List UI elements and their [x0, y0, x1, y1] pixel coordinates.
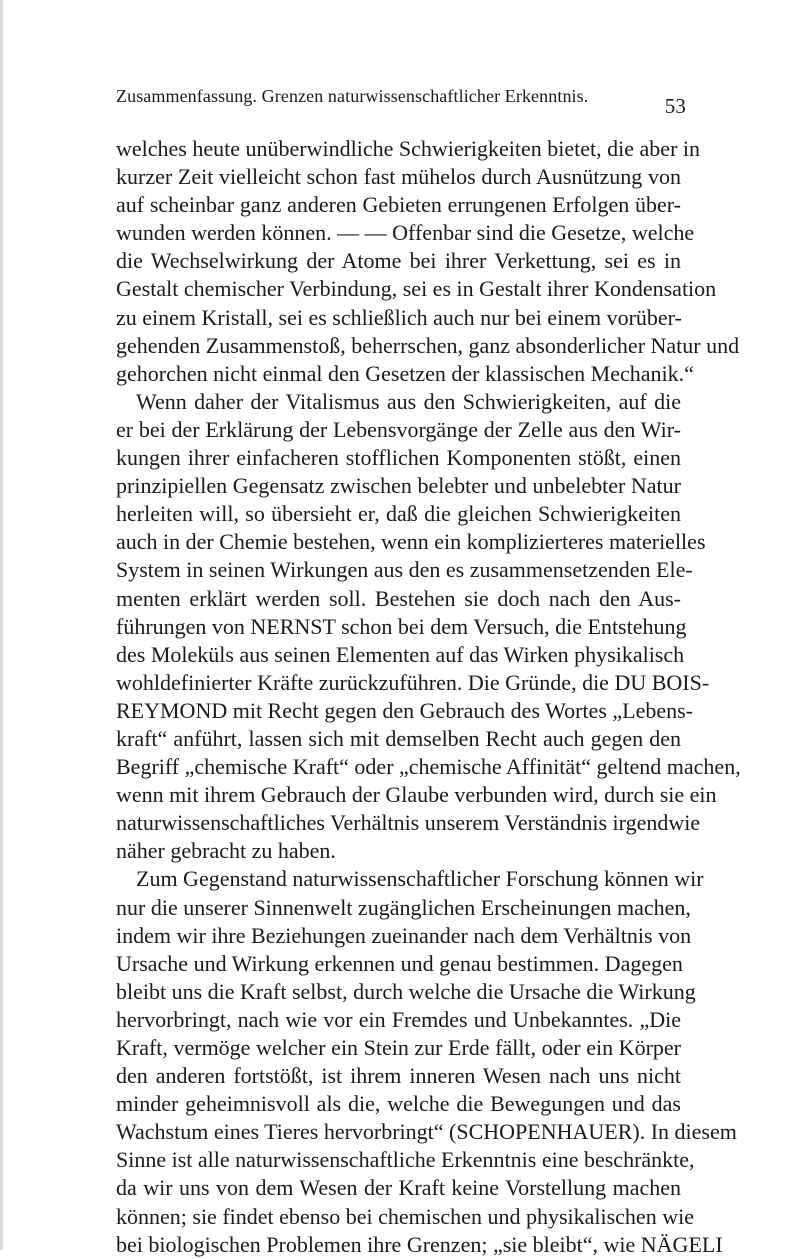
page-number: 53	[664, 94, 686, 118]
text-line: Kraft, vermöge welcher ein Stein zur Erde fällt, oder ein Körper	[116, 1035, 681, 1060]
text-line: bei biologischen Problemen ihre Grenzen; „sie bleibt“, wie NÄGELI	[116, 1231, 723, 1257]
text-line: indem wir ihre Beziehungen zueinander nach dem Verhältnis von	[116, 922, 692, 948]
text-line: wenn mit ihrem Gebrauch der Glaube verbunden wird, durch sie ein	[116, 782, 717, 808]
text-line: kraft“ anführt, lassen sich mit demselben Recht auch gegen den	[116, 725, 681, 751]
text-line: da wir uns von dem Wesen der Kraft keine Vorstellung machen	[116, 1175, 681, 1201]
text-line: Zum Gegenstand naturwissenschaftlicher Forschung können wir	[136, 866, 704, 892]
text-line: prinzipiellen Gegensatz zwischen belebter und unbelebter Natur	[116, 473, 681, 499]
text-line: des Moleküls aus seinen Elementen auf das Wirken physikalisch	[116, 641, 685, 667]
text-line: menten erklärt werden soll. Bestehen sie doch nach den Aus-	[116, 585, 681, 611]
page-edge-shadow	[0, 0, 3, 1250]
text-line: System in seinen Wirkungen aus den es zusammensetzenden Ele-	[116, 557, 693, 583]
text-line: auf scheinbar ganz anderen Gebieten errungenen Erfolgen über-	[116, 192, 681, 218]
text-line: Begriff „chemische Kraft“ oder „chemische Affinität“ geltend machen,	[116, 754, 741, 780]
running-head-title: Zusammenfassung. Grenzen naturwissenschaftlicher Erkenntnis.	[116, 86, 589, 106]
text-line: können; sie findet ebenso bei chemischen und physikalischen wie	[116, 1203, 694, 1229]
text-line: wunden werden können. — — Offenbar sind die Gesetze, welche	[116, 220, 695, 246]
text-line: bleibt uns die Kraft selbst, durch welche die Ursache die Wirkung	[116, 978, 696, 1004]
text-line: er bei der Erklärung der Lebensvorgänge der Zelle aus den Wir-	[116, 416, 681, 442]
text-line: Gestalt chemischer Verbindung, sei es in Gestalt ihrer Kondensation	[116, 276, 717, 302]
text-line: welches heute unüberwindliche Schwierigkeiten bietet, die aber in	[116, 136, 701, 161]
text-line: Wachstum eines Tieres hervorbringt“ (SCHOPENHAUER). In diesem	[116, 1119, 737, 1145]
text-line: REYMOND mit Recht gegen den Gebrauch des Wortes „Lebens-	[116, 697, 693, 723]
text-line: näher gebracht zu haben.	[116, 838, 336, 864]
text-line: nur die unserer Sinnenwelt zugänglichen Erscheinungen machen,	[116, 894, 691, 920]
text-line: Wenn daher der Vitalismus aus den Schwierigkeiten, auf die	[136, 388, 681, 414]
text-line: kurzer Zeit vielleicht schon fast mühelos durch Ausnützung von	[116, 164, 681, 190]
text-line: hervorbringt, nach wie vor ein Fremdes und Unbekanntes. „Die	[116, 1006, 681, 1032]
text-line: gehenden Zusammenstoß, beherrschen, ganz absonderlicher Natur und	[116, 332, 740, 358]
text-line: auch in der Chemie bestehen, wenn ein komplizierteres materielles	[116, 529, 706, 555]
text-line: naturwissenschaftliches Verhältnis unserem Verständnis irgendwie	[116, 810, 701, 836]
text-line: kungen ihrer einfacheren stofflichen Komponenten stößt, einen	[116, 445, 681, 471]
text-line: wohldefinierter Kräfte zurückzuführen. Die Gründe, die DU BOIS-	[116, 669, 710, 695]
text-line: minder geheimnisvoll als die, welche die Bewegungen und das	[116, 1091, 681, 1117]
text-line: gehorchen nicht einmal den Gesetzen der klassischen Mechanik.“	[116, 360, 694, 386]
running-head	[116, 86, 686, 118]
body-text	[116, 135, 741, 1259]
text-line: Ursache und Wirkung erkennen und genau bestimmen. Dagegen	[116, 950, 683, 976]
text-line: führungen von NERNST schon bei dem Versuch, die Entstehung	[116, 613, 687, 639]
text-line: die Wechselwirkung der Atome bei ihrer Verkettung, sei es in	[116, 248, 681, 274]
text-line: herleiten will, so übersieht er, daß die gleichen Schwierigkeiten	[116, 501, 681, 527]
text-line: den anderen fortstößt, ist ihrem inneren Wesen nach uns nicht	[116, 1063, 681, 1089]
text-line: zu einem Kristall, sei es schließlich auch nur bei einem vorüber-	[116, 304, 682, 330]
text-line: Sinne ist alle naturwissenschaftliche Erkenntnis eine beschränkte,	[116, 1147, 695, 1173]
